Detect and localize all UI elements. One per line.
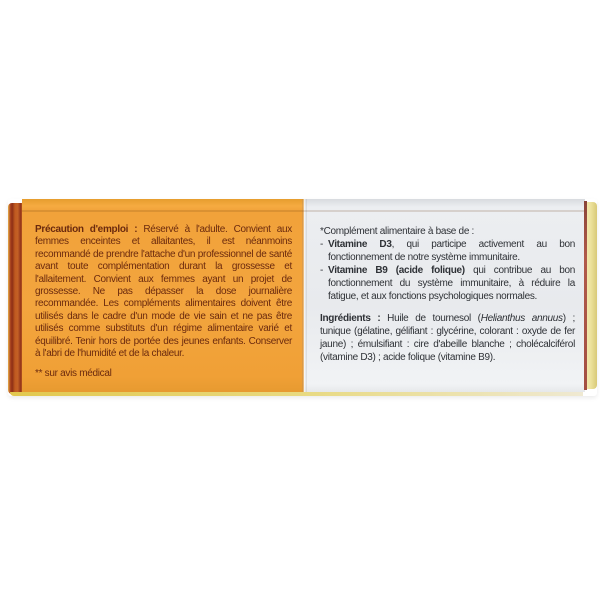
supplement-intro: *Complément alimentaire à base de :	[320, 226, 475, 237]
vitamin-d3-name: Vitamine D3	[328, 239, 392, 250]
bullet-dash: -	[320, 239, 324, 250]
precaution-paragraph	[35, 224, 292, 360]
precautions-copy	[22, 199, 304, 381]
vitamin-d3-text	[328, 238, 575, 264]
ingredients-copy	[304, 199, 585, 364]
box-left-edge	[8, 203, 22, 394]
box-lid-crease	[22, 210, 585, 212]
box-fold-shadow	[302, 199, 307, 392]
vitamin-b9-text	[328, 264, 575, 303]
ingredients-panel	[304, 199, 585, 392]
ingredients-latin-name: Helianthus annuus	[480, 313, 563, 324]
ingredients-text-pre: Huile de tournesol (	[380, 313, 481, 324]
box-right-edge	[587, 202, 597, 389]
supplement-box-back	[8, 199, 597, 396]
vitamin-b9-description: qui contribue au bon fonctionnement du système immunitaire, à réduire la fatigue, et aux fonctions psychologiques normales.	[328, 265, 575, 302]
vitamin-b9-name: Vitamine B9 (acide folique)	[328, 265, 465, 276]
ingredients-label: Ingrédients :	[320, 313, 381, 324]
precaution-text: Réservé à l'adulte. Convient aux femmes enceintes et allaitantes, il est néanmoins recommandé de prendre l'attache d'un professionnel de santé avant toute complémentation durant la grossesse et l'allaitement. Convient aux femmes ayant un projet de grossesse. Ne pas dépasser la dose journalière recommandée. Les compléments alimentaires doivent être utilisés dans le cadre d'un mode de vie sain et ne pas être utilisés comme substituts d'un régime alimentaire varié et équilibré. Tenir hors de portée des jeunes enfants. Conserver à l'abri de l'humidité et de la chaleur.	[35, 224, 292, 360]
precaution-label: Précaution d'emploi :	[35, 224, 138, 235]
vitamin-d3-item	[320, 238, 575, 264]
precautions-panel	[22, 199, 304, 392]
vitamin-d3-description: , qui participe activement au bon fonctionnement de notre système immunitaire.	[328, 239, 575, 263]
box-bottom-edge	[10, 392, 583, 396]
ingredients-text-post: ) ; tunique (gélatine, gélifiant : glycérine, colorant : oxyde de fer jaune) ; émulsifiant : cire d'abeille blanche ; cholécalciférol (vitamine D3) ; acide folique (vitamine B9).	[320, 313, 575, 363]
vitamin-b9-item	[320, 264, 575, 303]
ingredients-paragraph	[320, 312, 575, 364]
medical-advice-footnote: ** sur avis médical	[35, 368, 112, 380]
bullet-dash: -	[320, 265, 324, 276]
